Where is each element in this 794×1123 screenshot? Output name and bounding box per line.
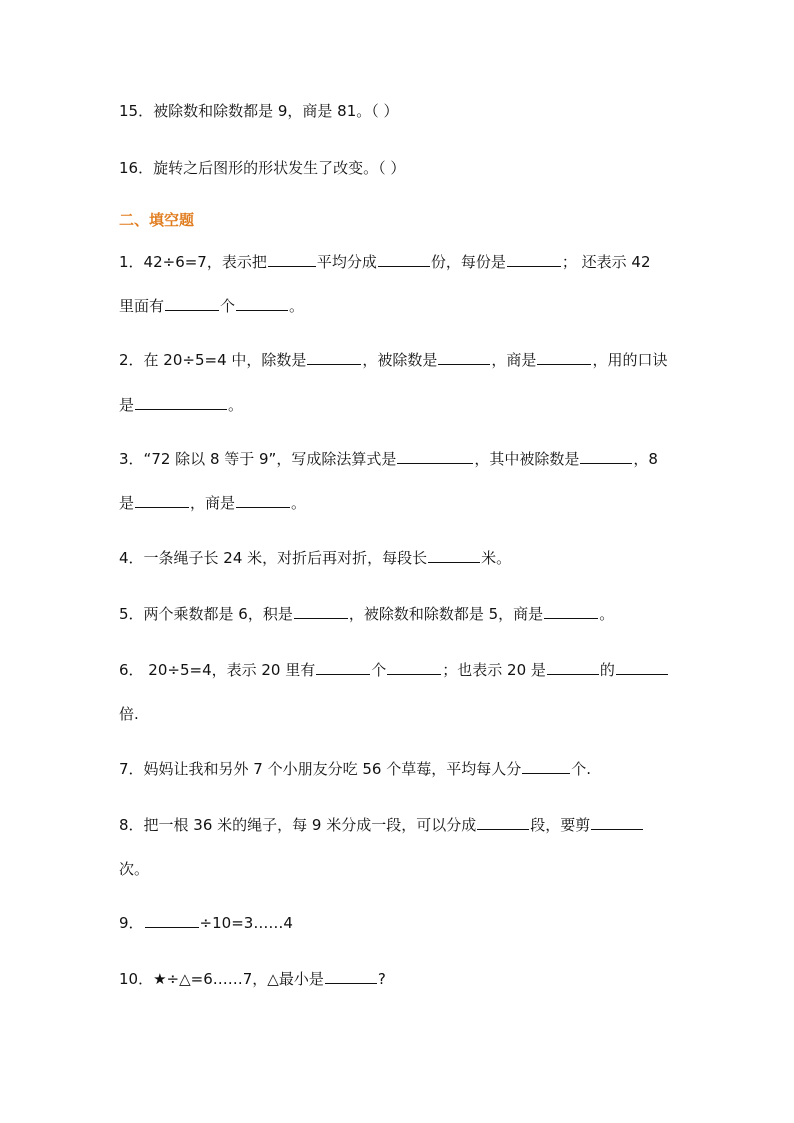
- question-6-cont: 倍.: [119, 705, 139, 723]
- answer-blank[interactable]: [145, 913, 199, 928]
- answer-blank[interactable]: [580, 449, 632, 464]
- answer-blank[interactable]: [387, 660, 441, 675]
- judgment-16: 16．旋转之后图形的形状发生了改变。（ ）: [119, 159, 406, 177]
- answer-blank[interactable]: [325, 969, 377, 984]
- question-9: 9． ÷10=3……4: [119, 914, 293, 932]
- question-8: 8．把一根 36 米的绳子，每 9 米分成一段，可以分成 段，要剪: [119, 815, 644, 835]
- answer-blank[interactable]: [307, 350, 361, 365]
- question-1-cont: 里面有 个 。: [119, 297, 305, 315]
- answer-blank[interactable]: [236, 296, 288, 311]
- answer-blank[interactable]: [268, 252, 316, 267]
- question-4: 4．一条绳子长 24 米，对折后再对折，每段长 米。: [119, 549, 512, 567]
- answer-blank[interactable]: [316, 660, 370, 675]
- question-8-cont: 次。: [119, 860, 150, 878]
- answer-blank[interactable]: [135, 395, 227, 410]
- question-3-cont: 是 ，商是 。: [119, 494, 307, 512]
- answer-blank[interactable]: [477, 815, 529, 830]
- question-2-cont: 是 。: [119, 396, 244, 414]
- answer-blank[interactable]: [507, 252, 561, 267]
- question-5: 5．两个乘数都是 6，积是 ，被除数和除数都是 5，商是 。: [119, 605, 615, 623]
- question-3: 3．“72 除以 8 等于 9”，写成除法算式是 ，其中被除数是 ，8: [119, 450, 658, 468]
- question-6: 6． 20÷5=4，表示 20 里有 个 ；也表示 20 是 的: [119, 660, 669, 680]
- answer-blank[interactable]: [438, 350, 490, 365]
- judgment-15: 15．被除数和除数都是 9，商是 81。（ ）: [119, 102, 399, 120]
- answer-blank[interactable]: [135, 493, 189, 508]
- answer-blank[interactable]: [544, 604, 598, 619]
- question-10: 10．★÷△=6……7，△最小是 ?: [119, 970, 386, 988]
- question-2: 2．在 20÷5=4 中，除数是 ，被除数是 ，商是 ，用的口诀: [119, 351, 668, 369]
- answer-blank[interactable]: [378, 252, 430, 267]
- answer-blank[interactable]: [165, 296, 219, 311]
- answer-blank[interactable]: [537, 350, 591, 365]
- answer-blank[interactable]: [236, 493, 290, 508]
- answer-blank[interactable]: [428, 548, 480, 563]
- question-1: 1．42÷6=7，表示把 平均分成 份，每份是 ； 还表示 42: [119, 253, 651, 271]
- answer-blank[interactable]: [547, 660, 599, 675]
- answer-blank[interactable]: [591, 815, 643, 830]
- answer-blank[interactable]: [522, 759, 570, 774]
- answer-blank[interactable]: [397, 449, 473, 464]
- question-7: 7．妈妈让我和另外 7 个小朋友分吃 56 个草莓，平均每人分 个.: [119, 760, 592, 778]
- section-title: 二、填空题: [119, 211, 195, 229]
- answer-blank[interactable]: [616, 660, 668, 675]
- answer-blank[interactable]: [294, 604, 348, 619]
